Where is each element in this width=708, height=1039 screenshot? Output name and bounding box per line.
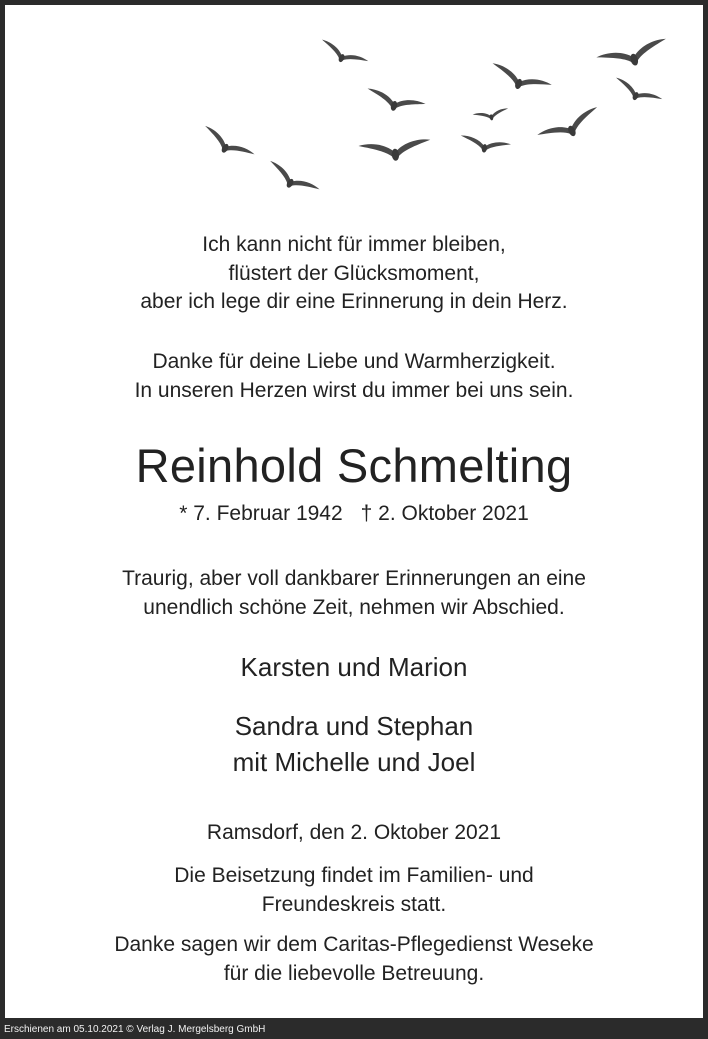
burial-note <box>5 862 703 919</box>
thanks-line: Danke für deine Liebe und Warmherzigkeit. <box>152 350 556 373</box>
farewell-line: unendlich schöne Zeit, nehmen wir Abschied. <box>143 595 565 619</box>
poem <box>5 231 703 317</box>
gratitude-line: für die liebevolle Betreuung. <box>223 961 485 985</box>
bird-7-icon <box>198 125 255 166</box>
bird-5-icon <box>611 77 663 111</box>
bird-1-icon <box>317 39 369 73</box>
gratitude-note <box>5 931 703 988</box>
mourner-group-2 <box>5 708 703 780</box>
bird-11-icon <box>263 160 320 201</box>
obituary-notice <box>5 5 703 1018</box>
bird-4-icon <box>596 38 670 75</box>
thanks-line: In unseren Herzen wirst du immer bei uns sein. <box>134 378 574 402</box>
burial-line: Die Beisetzung findet im Familien- und <box>174 864 534 887</box>
bird-2-icon <box>364 88 426 119</box>
flying-birds-icon <box>5 5 703 220</box>
farewell-line: Traurig, aber voll dankbarer Erinnerungen an eine <box>122 567 586 590</box>
mourner-line: Karsten und Marion <box>240 652 468 682</box>
life-dates <box>5 500 703 528</box>
thanks-text <box>5 348 703 405</box>
gratitude-line: Danke sagen wir dem Caritas-Pflegedienst Weseke <box>114 933 594 956</box>
bird-10-icon <box>537 106 604 150</box>
farewell-text <box>5 565 703 622</box>
death-date: † 2. Oktober 2021 <box>360 502 529 525</box>
poem-line: Ich kann nicht für immer bleiben, <box>202 233 506 256</box>
deceased-name: Reinhold Schmelting <box>135 439 573 492</box>
mourner-group-1 <box>5 649 703 685</box>
bird-6-icon <box>473 108 510 124</box>
place-and-date: Ramsdorf, den 2. Oktober 2021 <box>206 821 502 844</box>
publication-footer: Erschienen am 05.10.2021 © Verlag J. Mergelsberg GmbH <box>4 1024 266 1035</box>
birth-date: * 7. Februar 1942 <box>179 502 343 525</box>
mourner-line: mit Michelle und Joel <box>232 747 476 777</box>
burial-line: Freundeskreis statt. <box>261 892 447 916</box>
poem-line: aber ich lege dir eine Erinnerung in dein Herz. <box>140 290 568 313</box>
poem-line: flüstert der Glücksmoment, <box>228 261 480 285</box>
bird-8-icon <box>358 139 431 164</box>
bird-3-icon <box>487 63 552 100</box>
bird-9-icon <box>459 135 512 157</box>
mourner-line: Sandra und Stephan <box>234 711 474 741</box>
